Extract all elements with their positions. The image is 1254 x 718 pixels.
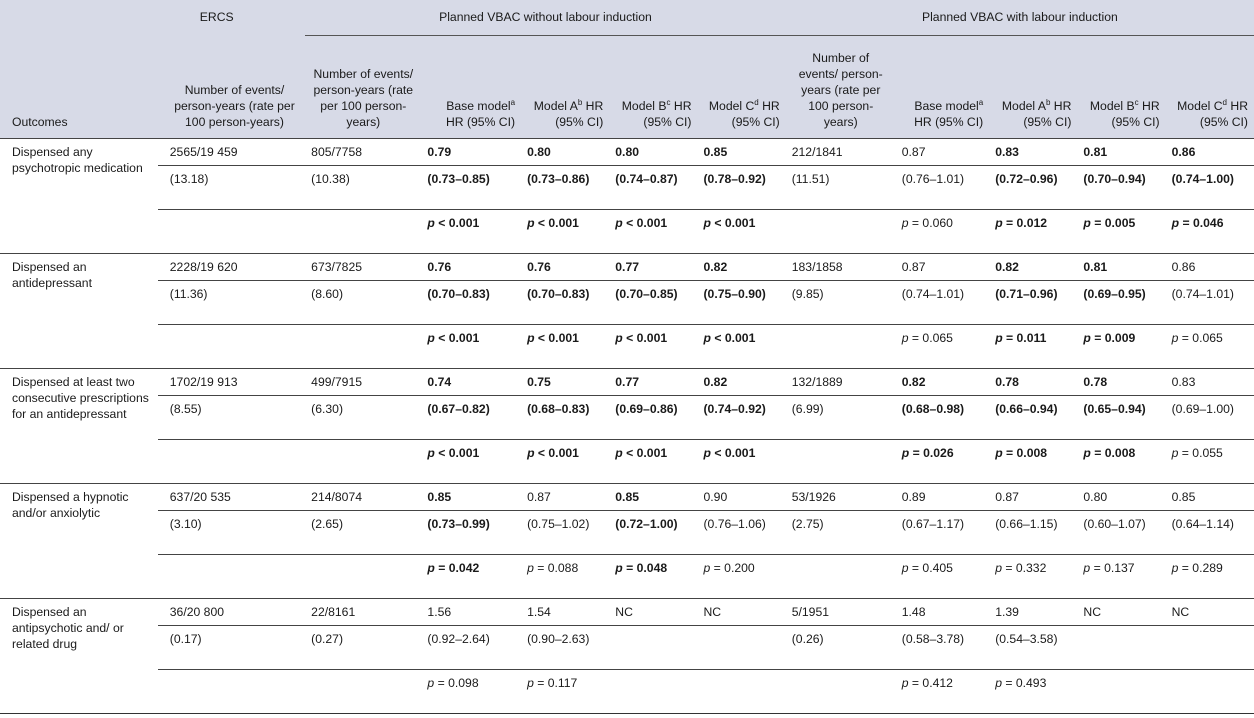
table-row [0,599,1254,626]
with-model-a-ci: (0.72–0.96) [989,166,1077,210]
with-model-base-p: p = 0.026 [896,440,989,484]
with-model-c-ci [1166,626,1254,670]
with-blank [786,670,896,714]
with-model-a-hr: 0.82 [989,254,1077,281]
without-blank [305,325,421,369]
with-blank [786,210,896,254]
table-row [0,396,1254,440]
table-row [0,369,1254,396]
without-model-c-p: p = 0.200 [698,555,786,599]
without-blank [305,210,421,254]
without-model-base-ci: (0.67–0.82) [421,396,521,440]
ercs-events: 2565/19 459 [158,139,305,166]
without-rate: (10.38) [305,166,421,210]
without-model-a-ci: (0.75–1.02) [521,511,609,555]
without-model-a-hr: 0.75 [521,369,609,396]
without-blank [305,440,421,484]
with-model-b-p [1077,670,1165,714]
without-model-c-p: p < 0.001 [698,210,786,254]
without-model-b-p [609,670,697,714]
table-row [0,210,1254,254]
with-model-base-hr: 0.82 [896,369,989,396]
without-model-base-hr: 0.85 [421,484,521,511]
with-events: 53/1926 [786,484,896,511]
without-model-c-hr: NC [698,599,786,626]
with-model-b-ci: (0.70–0.94) [1077,166,1165,210]
table-row [0,254,1254,281]
with-model-c-hr: 0.83 [1166,369,1254,396]
with-model-b-ci [1077,626,1165,670]
without-model-b-hr: 0.77 [609,254,697,281]
with-blank [786,555,896,599]
with-model-base-ci: (0.74–1.01) [896,281,989,325]
ercs-blank [158,210,305,254]
with-model-a-ci: (0.71–0.96) [989,281,1077,325]
outcome-label: Dispensed at least two consecutive prescriptions for an antidepressant [0,369,158,484]
header-group-with: Planned VBAC with labour induction [786,0,1254,36]
with-model-a-ci: (0.66–1.15) [989,511,1077,555]
with-blank [786,325,896,369]
ercs-rate: (3.10) [158,511,305,555]
without-model-base-hr: 0.76 [421,254,521,281]
without-model-b-ci: (0.74–0.87) [609,166,697,210]
ercs-rate: (8.55) [158,396,305,440]
table-row [0,670,1254,714]
ercs-rate: (11.36) [158,281,305,325]
group-header-row [0,0,1254,36]
with-model-a-ci: (0.54–3.58) [989,626,1077,670]
header-without-base: Base model$^a$ HR (95% CI) [421,36,521,139]
table-row [0,484,1254,511]
without-model-base-ci: (0.70–0.83) [421,281,521,325]
with-model-b-p: p = 0.008 [1077,440,1165,484]
without-model-c-hr: 0.82 [698,369,786,396]
without-model-c-hr: 0.90 [698,484,786,511]
without-events: 499/7915 [305,369,421,396]
without-model-base-p: p < 0.001 [421,440,521,484]
with-rate: (9.85) [786,281,896,325]
without-model-c-hr: 0.82 [698,254,786,281]
header-with-base: Base model$^a$ HR (95% CI) [896,36,989,139]
with-model-a-p: p = 0.332 [989,555,1077,599]
with-model-b-hr: 0.78 [1077,369,1165,396]
ercs-blank [158,555,305,599]
table-row [0,626,1254,670]
without-model-b-hr: 0.80 [609,139,697,166]
with-model-c-hr: 0.86 [1166,254,1254,281]
with-model-c-hr: 0.85 [1166,484,1254,511]
table-row [0,139,1254,166]
outcome-label: Dispensed an antidepressant [0,254,158,369]
with-model-base-hr: 1.48 [896,599,989,626]
with-model-a-p: p = 0.012 [989,210,1077,254]
with-model-b-ci: (0.65–0.94) [1077,396,1165,440]
ercs-events: 36/20 800 [158,599,305,626]
header-with-model-c: Model $C^d$ HR (95% CI) [1166,36,1254,139]
without-model-c-ci: (0.75–0.90) [698,281,786,325]
with-model-b-hr: NC [1077,599,1165,626]
without-model-base-hr: 1.56 [421,599,521,626]
without-model-c-p: p < 0.001 [698,440,786,484]
with-model-b-ci: (0.69–0.95) [1077,281,1165,325]
header-ercs: ERCS [158,0,305,36]
with-model-base-ci: (0.58–3.78) [896,626,989,670]
ercs-events: 1702/19 913 [158,369,305,396]
outcome-label: Dispensed any psychotropic medication [0,139,158,254]
ercs-blank [158,440,305,484]
ercs-blank [158,325,305,369]
with-events: 5/1951 [786,599,896,626]
ercs-events: 637/20 535 [158,484,305,511]
with-model-c-p: p = 0.065 [1166,325,1254,369]
header-without-model-a: Model $A^b$ HR (95% CI) [521,36,609,139]
with-model-b-p: p = 0.137 [1077,555,1165,599]
header-ercs-events: Number of events/ person-years (rate per 100 person-years) [158,36,305,139]
without-model-c-p [698,670,786,714]
with-model-a-hr: 0.87 [989,484,1077,511]
table-body [0,139,1254,714]
without-model-a-ci: (0.70–0.83) [521,281,609,325]
with-blank [786,440,896,484]
with-model-c-hr: 0.86 [1166,139,1254,166]
without-model-base-ci: (0.73–0.99) [421,511,521,555]
with-model-base-p: p = 0.065 [896,325,989,369]
ercs-events: 2228/19 620 [158,254,305,281]
table-row [0,555,1254,599]
without-model-a-p: p = 0.088 [521,555,609,599]
with-model-a-p: p = 0.493 [989,670,1077,714]
with-model-c-p: p = 0.046 [1166,210,1254,254]
without-model-b-ci [609,626,697,670]
with-model-base-hr: 0.87 [896,139,989,166]
with-model-b-hr: 0.81 [1077,254,1165,281]
without-model-a-ci: (0.68–0.83) [521,396,609,440]
without-events: 673/7825 [305,254,421,281]
header-blank [0,0,158,36]
without-model-a-hr: 1.54 [521,599,609,626]
header-with-model-a: Model $A^b$ HR (95% CI) [989,36,1077,139]
without-model-b-ci: (0.72–1.00) [609,511,697,555]
table-row [0,440,1254,484]
with-model-b-p: p = 0.009 [1077,325,1165,369]
with-model-a-p: p = 0.011 [989,325,1077,369]
with-events: 132/1889 [786,369,896,396]
with-rate: (0.26) [786,626,896,670]
without-model-base-p: p < 0.001 [421,210,521,254]
ercs-blank [158,670,305,714]
without-model-c-p: p < 0.001 [698,325,786,369]
without-model-a-p: p < 0.001 [521,440,609,484]
without-model-a-ci: (0.73–0.86) [521,166,609,210]
with-model-c-p [1166,670,1254,714]
with-model-a-hr: 1.39 [989,599,1077,626]
without-rate: (6.30) [305,396,421,440]
without-model-c-ci: (0.76–1.06) [698,511,786,555]
table-row [0,325,1254,369]
without-rate: (0.27) [305,626,421,670]
with-rate: (2.75) [786,511,896,555]
table-row [0,281,1254,325]
with-model-a-hr: 0.78 [989,369,1077,396]
without-model-b-hr: 0.77 [609,369,697,396]
with-model-base-p: p = 0.405 [896,555,989,599]
without-model-base-ci: (0.92–2.64) [421,626,521,670]
without-model-b-hr: NC [609,599,697,626]
without-model-b-hr: 0.85 [609,484,697,511]
without-model-b-ci: (0.69–0.86) [609,396,697,440]
ercs-rate: (13.18) [158,166,305,210]
with-model-c-ci: (0.69–1.00) [1166,396,1254,440]
with-model-base-hr: 0.89 [896,484,989,511]
with-model-c-p: p = 0.289 [1166,555,1254,599]
with-model-b-hr: 0.80 [1077,484,1165,511]
without-events: 805/7758 [305,139,421,166]
with-model-c-hr: NC [1166,599,1254,626]
with-model-c-ci: (0.64–1.14) [1166,511,1254,555]
without-blank [305,555,421,599]
with-model-base-p: p = 0.412 [896,670,989,714]
with-model-a-ci: (0.66–0.94) [989,396,1077,440]
without-model-b-p: p < 0.001 [609,325,697,369]
without-model-a-hr: 0.76 [521,254,609,281]
without-model-b-p: p = 0.048 [609,555,697,599]
without-model-a-ci: (0.90–2.63) [521,626,609,670]
without-model-a-hr: 0.87 [521,484,609,511]
without-model-a-p: p < 0.001 [521,210,609,254]
with-model-a-p: p = 0.008 [989,440,1077,484]
with-events: 183/1858 [786,254,896,281]
with-model-base-hr: 0.87 [896,254,989,281]
without-model-a-p: p < 0.001 [521,325,609,369]
with-rate: (6.99) [786,396,896,440]
header-with-model-b: Model $B^c$ HR (95% CI) [1077,36,1165,139]
with-model-c-ci: (0.74–1.00) [1166,166,1254,210]
with-model-a-hr: 0.83 [989,139,1077,166]
with-model-b-ci: (0.60–1.07) [1077,511,1165,555]
without-model-b-p: p < 0.001 [609,210,697,254]
table-row [0,166,1254,210]
header-without-model-c: Model $C^d$ HR (95% CI) [698,36,786,139]
with-events: 212/1841 [786,139,896,166]
with-model-base-ci: (0.67–1.17) [896,511,989,555]
without-model-a-hr: 0.80 [521,139,609,166]
without-model-c-hr: 0.85 [698,139,786,166]
without-model-b-ci: (0.70–0.85) [609,281,697,325]
without-model-base-ci: (0.73–0.85) [421,166,521,210]
without-model-b-p: p < 0.001 [609,440,697,484]
with-model-b-p: p = 0.005 [1077,210,1165,254]
without-events: 22/8161 [305,599,421,626]
without-blank [305,670,421,714]
with-model-base-ci: (0.68–0.98) [896,396,989,440]
with-rate: (11.51) [786,166,896,210]
table-row [0,511,1254,555]
with-model-base-p: p = 0.060 [896,210,989,254]
without-model-base-p: p = 0.098 [421,670,521,714]
without-model-base-hr: 0.79 [421,139,521,166]
header-outcomes: Outcomes [0,36,158,139]
header-without-model-b: Model $B^c$ HR (95% CI) [609,36,697,139]
without-rate: (8.60) [305,281,421,325]
without-model-base-p: p < 0.001 [421,325,521,369]
without-rate: (2.65) [305,511,421,555]
without-model-c-ci: (0.74–0.92) [698,396,786,440]
without-model-a-p: p = 0.117 [521,670,609,714]
with-model-c-p: p = 0.055 [1166,440,1254,484]
column-header-row [0,36,1254,139]
header-group-without: Planned VBAC without labour induction [305,0,786,36]
header-without-events: Number of events/ person-years (rate per 100 person-years) [305,36,421,139]
without-model-c-ci: (0.78–0.92) [698,166,786,210]
header-with-events: Number of events/ person-years (rate per 100 person-years) [786,36,896,139]
with-model-b-hr: 0.81 [1077,139,1165,166]
outcome-label: Dispensed an antipsychotic and/ or related drug [0,599,158,714]
with-model-c-ci: (0.74–1.01) [1166,281,1254,325]
outcome-label: Dispensed a hypnotic and/or anxiolytic [0,484,158,599]
without-model-c-ci [698,626,786,670]
with-model-base-ci: (0.76–1.01) [896,166,989,210]
ercs-rate: (0.17) [158,626,305,670]
without-events: 214/8074 [305,484,421,511]
without-model-base-hr: 0.74 [421,369,521,396]
without-model-base-p: p = 0.042 [421,555,521,599]
